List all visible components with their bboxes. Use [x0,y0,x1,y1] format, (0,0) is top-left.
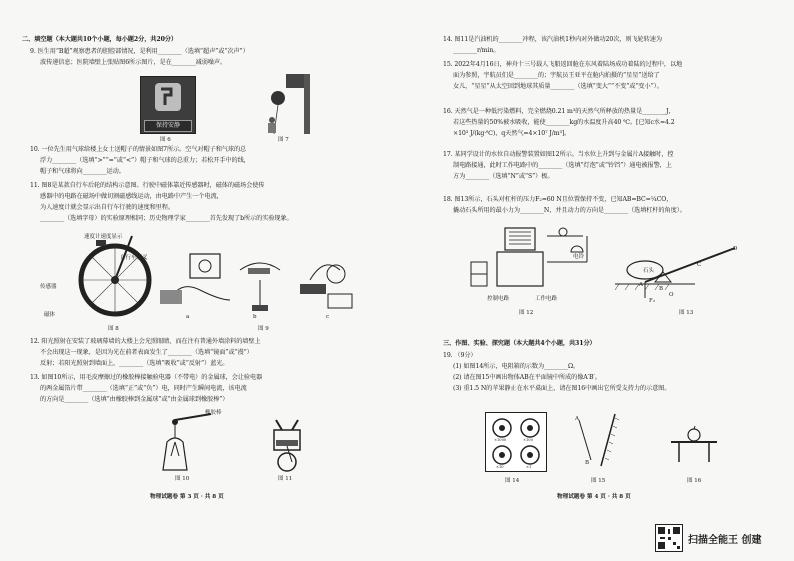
fig15-mirror-drawing [575,410,625,470]
fig13-label-C: C [697,262,702,268]
qr-code-icon [655,524,683,552]
fig12-label-bell: 电铃 [573,254,585,260]
q17-line1: 17. 某同学设计的水位自动报警装置如图12所示。当水位上升到与金属片A接触时，控 [443,151,674,158]
q13-line2: 的两金属箔片带________（选填“正”或“负”）电，同时产生瞬间电流，该电流 [40,385,247,392]
fig9-letter-b: b [253,314,257,320]
fig13-label-D: D [733,246,738,252]
q15-line2: 面为参照，宇航员们是________的；宇航员王亚平在舱内拍摄的“星星”送给了 [453,72,660,79]
q15-line3: 女儿，“星星”从太空回到地球其质量________（选填“变大”“不变”或“变小”）。 [453,83,663,90]
q16-line1: 16. 天然气是一种低污染燃料，完全燃烧0.21 m³的天然气所释放的热量是________J， [443,108,675,115]
fig13-label-O: O [669,292,674,298]
fig9-letter-a: a [186,314,190,320]
fig15-letter-A: A [575,416,579,422]
q18-line2: 撬动石头所用的最小力为________N，并且动力的方向是________（选填杠杆的角度）。 [453,207,686,214]
dial-label-10: ×10 [496,465,504,469]
section-title-experiment: 三、作图、实验、探究题（本大题共4个小题，共31分） [443,340,596,347]
q14-line1: 14. 图11是汽油机的________冲程，该汽油机1秒内对外做功20次，则飞轮转速为 [443,36,662,43]
q10-line3: 帽子和气球将向________运动。 [40,168,125,175]
fig7-caption: 图 7 [278,137,289,143]
q19-part2: (2) 请在图15中画出物体AB在平面镜中所成的像A′B′。 [453,374,601,381]
dial-label-100: ×100 [523,438,533,442]
q17-line2: 制电路接通，此时工作电路中的________（选填“灯泡”或“铃铛”）通电被报警，上 [453,162,672,169]
fig16-apple-table-drawing [669,424,719,464]
q10-line1: 10. 一位先生用气球给楼上女士送帽子的情景如图7所示。空气对帽子和气球的总 [30,146,247,153]
q17-line3: 方为________（选填“N”或“S”）极。 [453,173,554,180]
fig13-label-B: B [659,286,664,292]
q15-line1: 15. 2022年4月16日，神舟十三号载人飞船返回舱在东风着陆场成功着陆的过程中，以地 [443,61,683,68]
scanner-watermark: 扫描全能王 创建 [688,535,762,546]
right-page [397,0,794,561]
fig14-caption: 图 14 [505,478,520,484]
q19-part1: (1) 如图14所示，电阻箱的示数为________Ω。 [453,363,580,370]
dial-label-1000: ×1000 [494,438,507,442]
fig13-label-F2: F₂ [649,298,656,304]
q9-line2: 波传递信息；医院墙壁上张贴图6所示图片，是在________减弱噪声。 [40,59,227,66]
fig6-quiet-sign [140,76,196,134]
q19-part3: (3) 重1.5 N的苹果静止在水平桌面上，请在图16中画出它所受支持力的示意图。 [453,385,671,392]
fig6-caption: 图 6 [160,137,171,143]
dial-label-1: ×1 [526,465,532,469]
fig13-label-A: A [639,282,643,288]
q11-line2: 感器中的电路在磁场中做切割磁感线运动，由电路中产生一个电流， [40,193,223,200]
dial-knobs-icon [486,413,546,471]
q9-line1: 9. 医生用“B超”观察患者的胆腔部情况，是利用________（选填“超声”或“次声”） [30,48,249,55]
q11-line3: 为人速度计就会显示出自行车行驶的速度和里程。 [40,204,174,211]
q10-line2: 浮力________（选填“>”“=”或“<”）帽子和气球的总重力；若松开手中的线， [40,157,250,164]
fig16-caption: 图 16 [687,478,702,484]
hush-icon [141,77,195,117]
fig7-balloon-drawing [258,72,318,142]
q13-line3: 的方向是________（选填“由橡胶棒到金属球”或“由金属球到橡胶棒”） [40,396,229,403]
fig9-letter-c: c [326,314,330,320]
left-page-footer: 物理试题卷 第 3 页 · 共 8 页 [150,494,224,500]
q14-line2: ________r/min。 [453,47,500,54]
q12-line3: 反射；若阳光照射到墙面上，________（选填“吸收”或“反射”）蓝光。 [40,360,229,367]
fig8-wheel-drawing [70,232,160,322]
fig13-label-stone: 石头 [643,268,655,274]
fig10-rod-label: 橡胶棒 [205,410,222,416]
sign-text: 保持安静 [144,120,192,132]
fig14-resistance-box [485,412,547,472]
q19-title: 19. （9分） [443,352,477,359]
fig8-label-sensor: 传感器 [40,284,57,290]
fig12-label-control: 控制电路 [487,296,510,302]
fig8-label-speedometer: 速度计速度显示 [84,234,123,240]
fig15-caption: 图 15 [591,478,606,484]
fig12-label-work: 工作电路 [535,296,558,302]
q16-line2: 若这些热量的50%被水吸收，能使________kg的水温度升高40 ℃。[已知c水=4.2 [453,119,675,126]
fig8-label-magnet: 磁体 [44,312,56,318]
fig11-caption: 图 11 [278,476,293,482]
fig15-letter-B: B [585,460,590,466]
q11-line4: ________（选填字母）的实验原理相同；历史物理学家________首先发现了b所示的实验现象。 [40,215,293,222]
fig11-engine-drawing [262,418,312,474]
fig10-electroscope-drawing [155,412,225,472]
q13-line1: 13. 如图10所示，用毛皮摩擦过的橡胶棒接触验电器（不带电）的金属球，会让验电器 [30,374,263,381]
fig12-caption: 图 12 [519,310,534,316]
q12-line2: 不会出现这一现象，是因为光在前者表面发生了________（选填“镜面”或“漫”） [40,349,253,356]
fig9-experiments-drawing [160,250,360,320]
fig9-caption: 图 9 [258,326,269,332]
fig10-caption: 图 10 [175,476,190,482]
fig13-caption: 图 13 [679,310,694,316]
q12-line1: 12. 阳光照射在安装了玻璃幕墙的大楼上会光照眼睛，而在注有普通外墙涂料的墙壁上 [30,338,261,345]
fig8-label-fork: 自行车前叉 [120,255,148,261]
q11-line1: 11. 图8是某款自行车后轮的结构示意图。行驶中磁体靠近传感器时，磁体的磁场会使传 [30,182,265,189]
q18-line1: 18. 图13所示，石头对杠杆的压力F₂=60 N且位置保持不变，已知AB=BC=¼CO， [443,196,673,203]
section-title-fill-blank: 二、填空题（本大题共10个小题，每小题2分，共20分） [22,36,177,43]
fig8-caption: 图 8 [108,326,119,332]
right-page-footer: 物理试题卷 第 4 页 · 共 8 页 [557,494,631,500]
q16-line3: ×10³ J/(kg·℃)，q天然气=4×10⁷ J/m³]。 [453,130,571,137]
